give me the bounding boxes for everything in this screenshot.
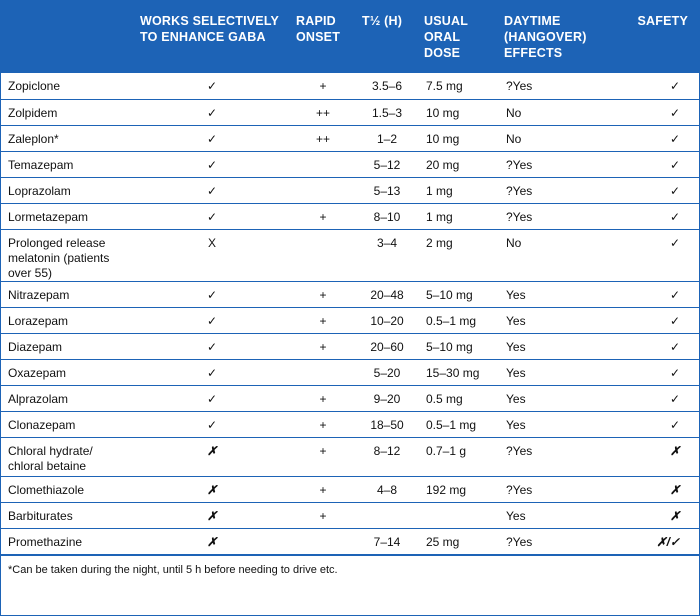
cell-daytime-effects: Yes [498, 307, 620, 333]
cell-usual-dose: 5–10 mg [418, 333, 498, 359]
cell-half-life: 10–20 [356, 307, 418, 333]
cell-usual-dose: 0.5 mg [418, 385, 498, 411]
cell-half-life: 3–4 [356, 229, 418, 281]
cell-daytime-effects: Yes [498, 385, 620, 411]
cell-gaba: ✓ [134, 73, 290, 99]
table-row [0, 281, 700, 307]
cell-gaba: ✓ [134, 125, 290, 151]
cell-rapid-onset: + [290, 203, 356, 229]
cell-safety: ✗ [620, 502, 700, 528]
cell-drug-name: Zolpidem [0, 99, 134, 125]
table-row [0, 528, 700, 554]
cell-daytime-effects: ?Yes [498, 73, 620, 99]
cell-safety: ✗/✓ [620, 528, 700, 554]
cell-usual-dose: 10 mg [418, 99, 498, 125]
cell-drug-name: Chloral hydrate/ chloral betaine [0, 437, 134, 476]
table-row [0, 359, 700, 385]
table-row [0, 502, 700, 528]
cell-safety: ✓ [620, 281, 700, 307]
table-row [0, 151, 700, 177]
table-body [0, 73, 700, 554]
cell-daytime-effects: ?Yes [498, 151, 620, 177]
cell-usual-dose [418, 502, 498, 528]
cell-drug-name: Zopiclone [0, 73, 134, 99]
cell-safety: ✓ [620, 203, 700, 229]
cell-rapid-onset: + [290, 333, 356, 359]
table-row [0, 333, 700, 359]
cell-half-life: 8–10 [356, 203, 418, 229]
cell-half-life: 1.5–3 [356, 99, 418, 125]
cell-safety: ✓ [620, 385, 700, 411]
cell-rapid-onset [290, 177, 356, 203]
cell-rapid-onset: + [290, 437, 356, 476]
header-usual-dose: USUAL ORAL DOSE [418, 0, 498, 73]
cell-daytime-effects: No [498, 125, 620, 151]
cell-safety: ✓ [620, 229, 700, 281]
cell-gaba: ✗ [134, 476, 290, 502]
cell-safety: ✓ [620, 73, 700, 99]
cell-half-life: 9–20 [356, 385, 418, 411]
cell-drug-name: Diazepam [0, 333, 134, 359]
table-row [0, 177, 700, 203]
cell-rapid-onset: + [290, 73, 356, 99]
cell-rapid-onset: + [290, 502, 356, 528]
cell-half-life: 20–60 [356, 333, 418, 359]
cell-rapid-onset: + [290, 476, 356, 502]
cell-usual-dose: 0.5–1 mg [418, 411, 498, 437]
cell-rapid-onset: ++ [290, 125, 356, 151]
table-row [0, 203, 700, 229]
header-gaba: WORKS SELECTIVELY TO ENHANCE GABA [134, 0, 290, 73]
cell-half-life: 5–12 [356, 151, 418, 177]
cell-daytime-effects: Yes [498, 281, 620, 307]
cell-gaba: X [134, 229, 290, 281]
cell-drug-name: Lormetazepam [0, 203, 134, 229]
cell-half-life: 3.5–6 [356, 73, 418, 99]
cell-daytime-effects: ?Yes [498, 476, 620, 502]
cell-drug-name: Zaleplon* [0, 125, 134, 151]
cell-rapid-onset: + [290, 281, 356, 307]
cell-gaba: ✗ [134, 502, 290, 528]
cell-gaba: ✓ [134, 359, 290, 385]
cell-gaba: ✓ [134, 385, 290, 411]
table-row [0, 437, 700, 476]
table-row [0, 73, 700, 99]
header-half-life: T½ (H) [356, 0, 418, 73]
header-daytime-effects: DAYTIME (HANGOVER) EFFECTS [498, 0, 620, 73]
cell-usual-dose: 5–10 mg [418, 281, 498, 307]
cell-daytime-effects: Yes [498, 411, 620, 437]
cell-daytime-effects: ?Yes [498, 437, 620, 476]
cell-safety: ✗ [620, 476, 700, 502]
cell-drug-name: Clomethiazole [0, 476, 134, 502]
table-row [0, 99, 700, 125]
table-row [0, 385, 700, 411]
cell-safety: ✓ [620, 177, 700, 203]
cell-gaba: ✓ [134, 177, 290, 203]
cell-usual-dose: 0.7–1 g [418, 437, 498, 476]
table-row [0, 229, 700, 281]
cell-usual-dose: 2 mg [418, 229, 498, 281]
cell-rapid-onset [290, 229, 356, 281]
table-row [0, 411, 700, 437]
cell-usual-dose: 15–30 mg [418, 359, 498, 385]
header-safety: SAFETY [620, 0, 700, 73]
cell-safety: ✓ [620, 125, 700, 151]
cell-drug-name: Nitrazepam [0, 281, 134, 307]
cell-rapid-onset [290, 528, 356, 554]
cell-usual-dose: 192 mg [418, 476, 498, 502]
cell-daytime-effects: ?Yes [498, 177, 620, 203]
cell-rapid-onset: + [290, 307, 356, 333]
cell-drug-name: Clonazepam [0, 411, 134, 437]
cell-usual-dose: 20 mg [418, 151, 498, 177]
cell-gaba: ✓ [134, 411, 290, 437]
cell-safety: ✓ [620, 307, 700, 333]
header-drug [0, 0, 134, 73]
cell-daytime-effects: Yes [498, 359, 620, 385]
cell-rapid-onset: ++ [290, 99, 356, 125]
cell-half-life: 18–50 [356, 411, 418, 437]
cell-gaba: ✓ [134, 281, 290, 307]
cell-gaba: ✗ [134, 437, 290, 476]
cell-safety: ✓ [620, 359, 700, 385]
table-row [0, 476, 700, 502]
cell-safety: ✓ [620, 99, 700, 125]
cell-daytime-effects: ?Yes [498, 203, 620, 229]
cell-daytime-effects: No [498, 99, 620, 125]
cell-gaba: ✓ [134, 151, 290, 177]
cell-drug-name: Alprazolam [0, 385, 134, 411]
cell-daytime-effects: ?Yes [498, 528, 620, 554]
cell-gaba: ✓ [134, 203, 290, 229]
cell-drug-name: Oxazepam [0, 359, 134, 385]
cell-half-life: 4–8 [356, 476, 418, 502]
cell-rapid-onset [290, 359, 356, 385]
cell-drug-name: Lorazepam [0, 307, 134, 333]
cell-usual-dose: 0.5–1 mg [418, 307, 498, 333]
cell-gaba: ✓ [134, 307, 290, 333]
cell-usual-dose: 1 mg [418, 177, 498, 203]
cell-daytime-effects: Yes [498, 333, 620, 359]
cell-drug-name: Temazepam [0, 151, 134, 177]
cell-half-life: 1–2 [356, 125, 418, 151]
cell-gaba: ✓ [134, 333, 290, 359]
header-rapid-onset: RAPID ONSET [290, 0, 356, 73]
cell-drug-name: Loprazolam [0, 177, 134, 203]
cell-half-life [356, 502, 418, 528]
cell-drug-name: Promethazine [0, 528, 134, 554]
cell-rapid-onset [290, 151, 356, 177]
cell-half-life: 5–13 [356, 177, 418, 203]
cell-usual-dose: 1 mg [418, 203, 498, 229]
cell-safety: ✓ [620, 151, 700, 177]
cell-rapid-onset: + [290, 385, 356, 411]
cell-rapid-onset: + [290, 411, 356, 437]
cell-drug-name: Prolonged release melatonin (patients over 55) [0, 229, 134, 281]
cell-drug-name: Barbiturates [0, 502, 134, 528]
cell-safety: ✓ [620, 333, 700, 359]
cell-half-life: 8–12 [356, 437, 418, 476]
table-row [0, 125, 700, 151]
cell-gaba: ✓ [134, 99, 290, 125]
header-row [0, 0, 700, 73]
table-row [0, 307, 700, 333]
cell-daytime-effects: No [498, 229, 620, 281]
cell-safety: ✓ [620, 411, 700, 437]
cell-usual-dose: 7.5 mg [418, 73, 498, 99]
cell-half-life: 20–48 [356, 281, 418, 307]
footnote: *Can be taken during the night, until 5 h before needing to drive etc. [0, 555, 700, 583]
cell-usual-dose: 10 mg [418, 125, 498, 151]
cell-usual-dose: 25 mg [418, 528, 498, 554]
cell-gaba: ✗ [134, 528, 290, 554]
cell-half-life: 7–14 [356, 528, 418, 554]
cell-daytime-effects: Yes [498, 502, 620, 528]
cell-half-life: 5–20 [356, 359, 418, 385]
cell-safety: ✗ [620, 437, 700, 476]
